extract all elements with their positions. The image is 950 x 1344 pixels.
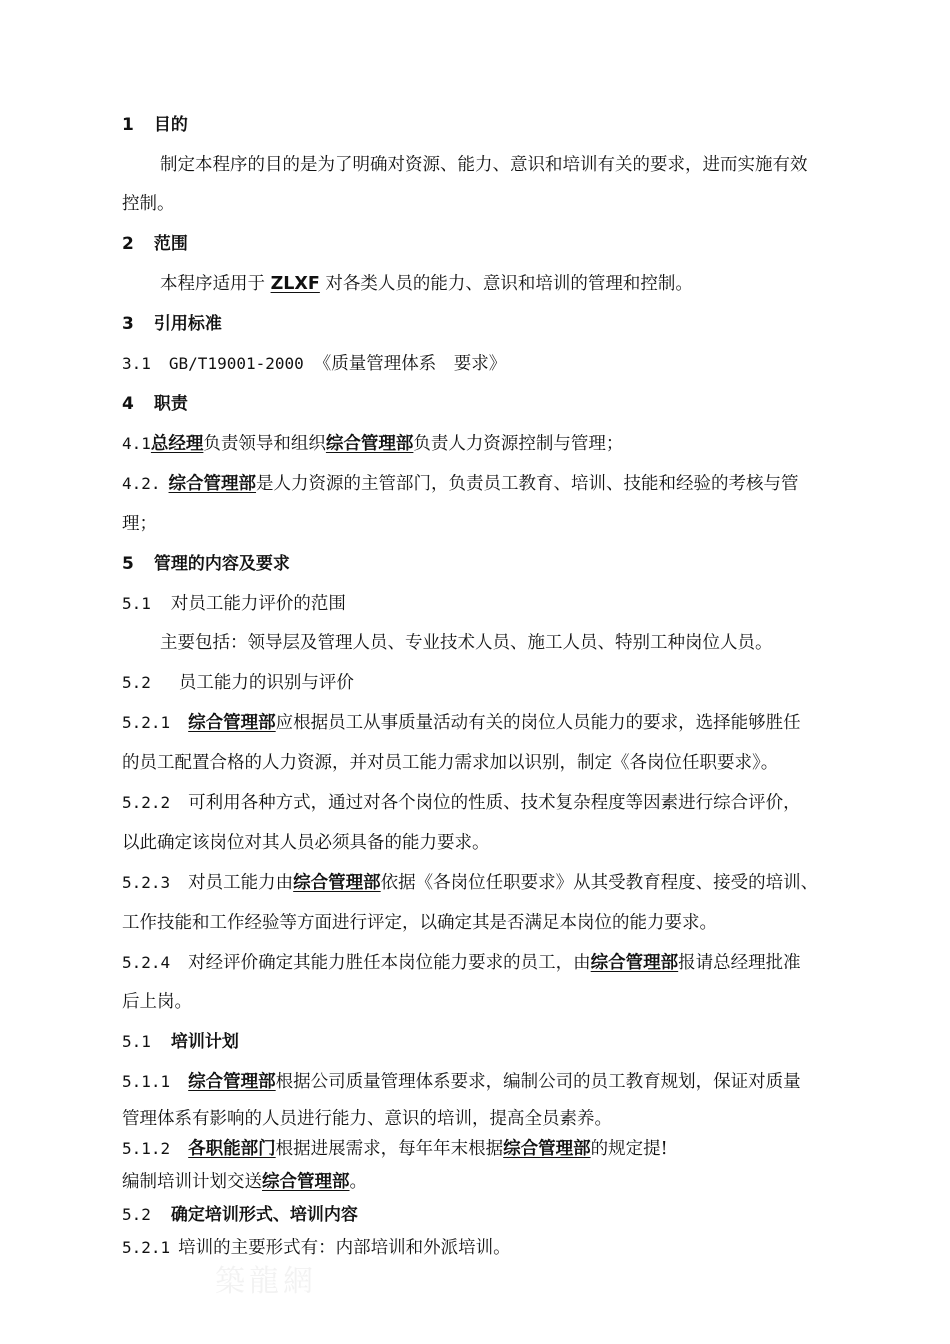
- paragraph-scope: 本程序适用于 ZLXF 对各类人员的能力、意识和培训的管理和控制。: [160, 274, 693, 294]
- paragraph-5-1: 主要包括：领导层及管理人员、专业技术人员、施工人员、特别工种岗位人员。: [160, 633, 773, 653]
- dept-ref: 综合管理部: [262, 1172, 350, 1192]
- paragraph-5-1-1: 5.1.1 综合管理部根据公司质量管理体系要求，编制公司的员工教育规划，保证对质量: [122, 1072, 801, 1092]
- paragraph-5-2-4: 5.2.4 对经评价确定其能力胜任本岗位能力要求的员工，由综合管理部报请总经理批准: [122, 953, 801, 973]
- org-code: ZLXF: [270, 274, 320, 294]
- paragraph-4-1: 4.1总经理负责领导和组织综合管理部负责人力资源控制与管理；: [122, 434, 624, 454]
- heading-scope: 2 范围: [122, 234, 188, 254]
- paragraph-5-1-1-cont: 管理体系有影响的人员进行能力、意识的培训，提高全员素养。: [122, 1109, 612, 1129]
- paragraph-purpose-cont: 控制。: [122, 194, 175, 214]
- paragraph-5-2-3: 5.2.3 对员工能力由综合管理部依据《各岗位任职要求》从其受教育程度、接受的培训、: [122, 873, 819, 893]
- dept-ref: 各职能部门: [188, 1139, 276, 1159]
- dept-ref: 综合管理部: [188, 713, 276, 733]
- paragraph-5-2-1: 5.2.1 综合管理部应根据员工从事质量活动有关的岗位人员能力的要求，选择能够胜任: [122, 713, 801, 733]
- heading-purpose: 1 目的: [122, 115, 188, 135]
- heading-management: 5 管理的内容及要求: [122, 554, 290, 574]
- paragraph-5-2-4-cont: 后上岗。: [122, 992, 192, 1012]
- dept-ref: 综合管理部: [590, 953, 679, 973]
- dept-ref: 综合管理部: [168, 474, 257, 494]
- paragraph-5-2-1-cont: 的员工配置合格的人力资源，并对员工能力需求加以识别，制定《各岗位任职要求》。: [122, 753, 779, 773]
- paragraph-4-2-cont: 理；: [122, 514, 157, 534]
- paragraph-5-2-3-cont: 工作技能和工作经验等方面进行评定，以确定其是否满足本岗位的能力要求。: [122, 913, 717, 933]
- dept-ref: 综合管理部: [503, 1139, 591, 1159]
- dept-ref: 总经理: [150, 434, 204, 454]
- subheading-5-2: 5.2 员工能力的识别与评价: [122, 673, 354, 693]
- paragraph-5-1-2: 5.1.2 各职能部门根据进展需求，每年年末根据综合管理部的规定提!: [122, 1139, 668, 1159]
- subheading-5-1: 5.1 对员工能力评价的范围: [122, 594, 346, 614]
- heading-responsibilities: 4 职责: [122, 394, 188, 414]
- subheading-training-plan: 5.1 培训计划: [122, 1032, 239, 1052]
- paragraph-5-2-2-cont: 以此确定该岗位对其人员必须具备的能力要求。: [122, 833, 490, 853]
- paragraph-5-2-2: 5.2.2 可利用各种方式，通过对各个岗位的性质、技术复杂程度等因素进行综合评价，: [122, 793, 801, 813]
- dept-ref: 综合管理部: [325, 434, 414, 454]
- reference-item: 3.1 GB/T19001-2000 《质量管理体系 要求》: [122, 354, 507, 374]
- dept-ref: 综合管理部: [188, 1072, 276, 1092]
- paragraph-5-1-2-cont: 编制培训计划交送综合管理部。: [122, 1172, 367, 1192]
- watermark: 築龍網: [215, 1264, 317, 1299]
- dept-ref: 综合管理部: [293, 873, 381, 893]
- paragraph-purpose: 制定本程序的目的是为了明确对资源、能力、意识和培训有关的要求，进而实施有效: [160, 155, 808, 175]
- paragraph-4-2: 4.2. 综合管理部是人力资源的主管部门，负责员工教育、培训、技能和经验的考核与管: [122, 474, 799, 494]
- heading-references: 3 引用标准: [122, 314, 222, 334]
- subheading-training-form: 5.2 确定培训形式、培训内容: [122, 1205, 358, 1225]
- paragraph-5-2-1b: 5.2.1 培训的主要形式有：内部培训和外派培训。: [122, 1238, 511, 1258]
